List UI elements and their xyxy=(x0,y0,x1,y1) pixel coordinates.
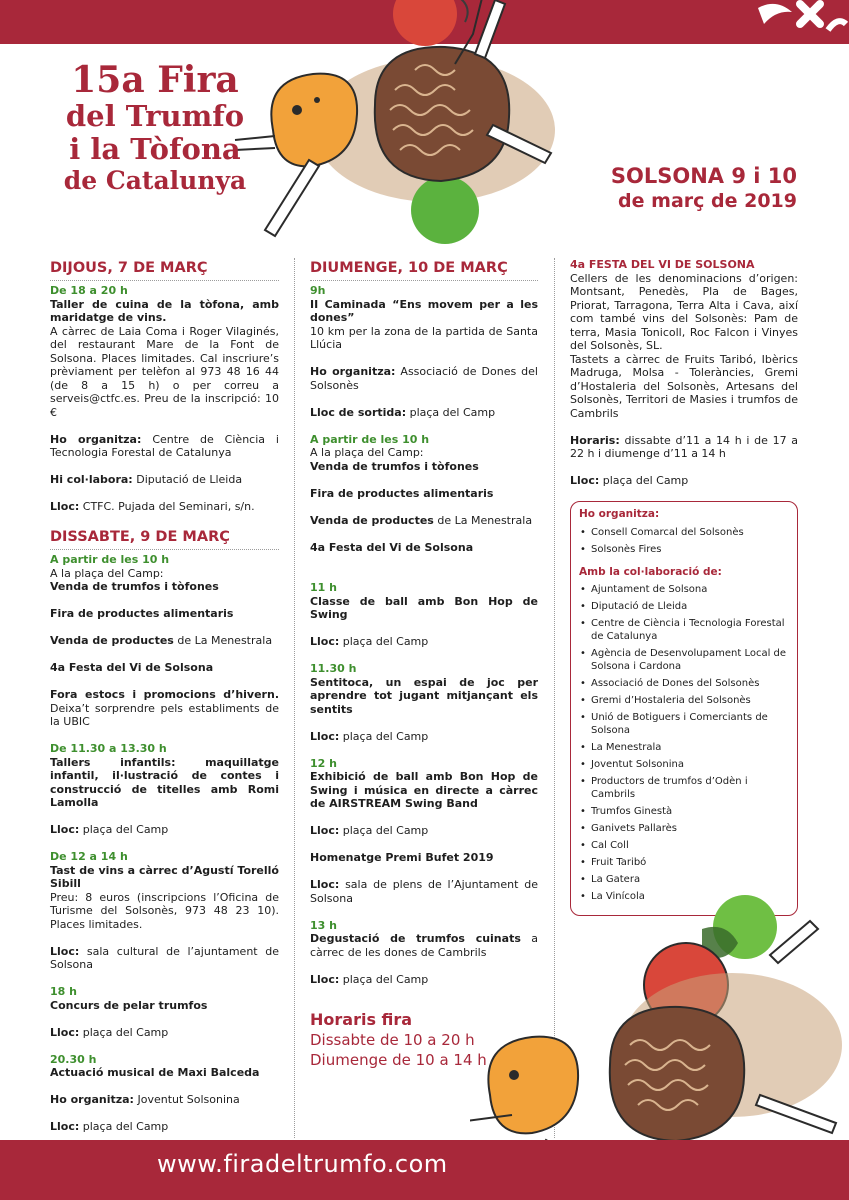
event-title: Fira de productes alimentaris xyxy=(310,486,494,500)
event-location: Lloc: sala cultural de l’ajuntament de Solsona xyxy=(50,944,279,971)
title-line-4: de Catalunya xyxy=(63,166,247,195)
list-item: • Gremi d’Hostaleria del Solsonès xyxy=(579,694,789,707)
potato-truffle-illustration xyxy=(225,0,555,250)
event-location: Lloc: plaça del Camp xyxy=(50,823,169,836)
event-time: 9h xyxy=(310,284,326,297)
event-title: Homenatge Premi Bufet 2019 xyxy=(310,851,494,864)
event-title: 4a Festa del Vi de Solsona xyxy=(310,540,474,554)
list-item: • La Gatera xyxy=(579,873,789,886)
list-item: • Centre de Ciència i Tecnologia Forestal de Catalunya xyxy=(579,617,789,643)
event xyxy=(50,284,279,419)
date-line-2: de març de 2019 xyxy=(618,190,797,212)
event-time: 13 h xyxy=(310,918,337,932)
event: Fora estocs i promocions d’hivern. Deixa’t sorprendre pels establiments de la UBIC xyxy=(50,688,279,728)
list-item: • Productors de trumfos d’Odèn i Cambrils xyxy=(579,775,789,801)
wine-festival-cellars: Cellers de les denominacions d’origen: Montsant, Penedès, Pla de Bages, Priorat, Tarragona, Terra Alta i Cava, així com també vins del Solsonès: Pam de terra, Masia Tonicoll, Roc Falcon i Vinyes del Solsonès, SL. xyxy=(570,271,798,352)
event-location: Lloc: plaça del Camp xyxy=(310,972,429,986)
event-title: Fira de productes alimentaris xyxy=(50,607,234,620)
list-item: • Diputació de Lleida xyxy=(579,600,789,613)
event-organizer: Ho organitza: Joventut Solsonina xyxy=(50,1093,240,1106)
date-location xyxy=(611,164,797,212)
event-time: De 18 a 20 h xyxy=(50,284,128,297)
event-location: Lloc: plaça del Camp xyxy=(50,1120,169,1133)
website-link[interactable]: www.firadeltrumfo.com xyxy=(157,1150,448,1178)
event-location: Lloc: plaça del Camp xyxy=(310,635,429,648)
collaborators-heading: Amb la col·laboració de: xyxy=(579,565,722,578)
event-time: De 12 a 14 h xyxy=(50,850,128,863)
organizers-heading: Ho organitza: xyxy=(579,508,660,520)
event xyxy=(50,553,279,594)
event-title: II Caminada “Ens movem per a les dones” xyxy=(310,297,538,324)
event xyxy=(310,581,538,622)
event-organizer: Ho organitza: Centre de Ciència i Tecnologia Forestal de Catalunya xyxy=(50,432,279,459)
organizers-box xyxy=(570,501,798,916)
event-place: A la plaça del Camp: xyxy=(50,566,164,580)
event-time: 18 h xyxy=(50,985,77,998)
list-item: • Consell Comarcal del Solsonès xyxy=(579,526,789,539)
title-line-2: del Trumfo xyxy=(65,99,245,133)
list-item: • Ajuntament de Solsona xyxy=(579,583,789,596)
event-title: Degustació de trumfos cuinats xyxy=(310,932,521,945)
event-time: 11.30 h xyxy=(310,662,357,675)
event-description: A càrrec de Laia Coma i Roger Vilaginés, del restaurant Mare de la Font de Solsona. Places limitades. Cal inscriure’s prèviament per telèfon al 973 48 16 44 (de 8 a 15 h) o per correu a serveis@ctfc.es. Preu de la inscripció: 10 € xyxy=(50,324,279,419)
event-location: Lloc: plaça del Camp xyxy=(310,729,429,743)
event-time: 20.30 h xyxy=(50,1052,97,1066)
day-heading: DIJOUS, 7 DE MARÇ xyxy=(50,258,279,281)
list-item: • La Vinícola xyxy=(579,890,789,903)
list-item: • Cal Coll xyxy=(579,839,789,852)
fair-hours-title: Horaris fira xyxy=(310,1010,413,1029)
event-location: Lloc: plaça del Camp xyxy=(50,1025,169,1039)
list-item: • Fruit Taribó xyxy=(579,856,789,869)
event-organizer: Ho organitza: Associació de Dones del Solsonès xyxy=(310,365,538,392)
event-location: Lloc: CTFC. Pujada del Seminari, s/n. xyxy=(50,500,255,513)
fair-hours-sunday: Diumenge de 10 a 14 h xyxy=(310,1051,487,1069)
day-heading: DIUMENGE, 10 DE MARÇ xyxy=(310,258,538,281)
event xyxy=(310,284,538,352)
event-time: 12 h xyxy=(310,756,337,770)
title-line-1: 15a Fira xyxy=(71,59,239,101)
event-location: Lloc: sala de plens de l’Ajuntament de Solsona xyxy=(310,878,538,905)
event: Venda de productes de La Menestrala xyxy=(310,513,533,527)
event-title: Actuació musical de Maxi Balceda xyxy=(50,1066,260,1079)
event-collaborator: Hi col·labora: Diputació de Lleida xyxy=(50,473,243,486)
event-title: Exhibició de ball amb Bon Hop de Swing i música en directe a càrrec de AIRSTREAM Swing Band xyxy=(310,770,538,810)
thursday-saturday-column xyxy=(50,258,279,1147)
event xyxy=(50,850,279,931)
list-item: • Trumfos Ginestà xyxy=(579,805,789,818)
logo-mark-icon xyxy=(740,0,849,44)
event-time: A partir de les 10 h xyxy=(310,432,430,446)
event-description: 10 km per la zona de la partida de Santa Llúcia xyxy=(310,324,538,351)
event-title: Classe de ball amb Bon Hop de Swing xyxy=(310,594,538,621)
event-title: Tallers infantils: maquillatge infantil, il·lustració de contes i construcció de titelles amb Romi Lamolla xyxy=(50,755,279,809)
event-title: Taller de cuina de la tòfona, amb maridatge de vins. xyxy=(50,297,279,324)
list-item: • Ganivets Pallarès xyxy=(579,822,789,835)
event-title: Venda de trumfos i tòfones xyxy=(310,459,479,473)
event-title: Sentitoca, un espai de joc per aprendre tot jugant mitjançant els sentits xyxy=(310,675,538,716)
title-line-3: i la Tòfona xyxy=(69,132,241,166)
wine-festival-title: 4a FESTA DEL VI DE SOLSONA xyxy=(570,258,755,271)
event xyxy=(50,985,279,1012)
event xyxy=(310,662,538,716)
event-title: Concurs de pelar trumfos xyxy=(50,998,208,1012)
list-item: • Agència de Desenvolupament Local de Solsona i Cardona xyxy=(579,647,789,673)
event xyxy=(50,742,279,810)
event xyxy=(310,757,538,811)
event-title: Tast de vins a càrrec d’Agustí Torelló Sibill xyxy=(50,863,279,890)
list-item: • Associació de Dones del Solsonès xyxy=(579,677,789,690)
wine-festival-hours: Horaris: dissabte d’11 a 14 h i de 17 a 22 h i diumenge d’11 a 14 h xyxy=(570,433,799,460)
event-time: 11 h xyxy=(310,581,337,594)
event-start-location: Lloc de sortida: plaça del Camp xyxy=(310,405,496,419)
event: 13 h Degustació de trumfos cuinats a càrrec de les dones de Cambrils xyxy=(310,918,538,959)
event-description: Preu: 8 euros (inscripcions l’Oficina de Turisme del Solsonès, 973 48 23 10). Places limitades. xyxy=(50,890,279,931)
event-time: A partir de les 10 h xyxy=(50,553,170,566)
collaborators-list xyxy=(579,583,789,903)
event-title: Venda de trumfos i tòfones xyxy=(50,580,219,593)
column-divider xyxy=(294,258,295,1138)
event-time: De 11.30 a 13.30 h xyxy=(50,742,167,755)
wine-festival-column xyxy=(570,258,798,916)
list-item: • La Menestrala xyxy=(579,741,789,754)
event xyxy=(310,433,538,474)
wine-festival-location: Lloc: plaça del Camp xyxy=(570,474,689,487)
date-line-1: SOLSONA 9 i 10 xyxy=(610,164,797,188)
fair-hours-saturday: Dissabte de 10 a 20 h xyxy=(310,1031,475,1049)
event-location: Lloc: plaça del Camp xyxy=(310,824,429,837)
fair-title xyxy=(50,59,260,195)
day-heading: DISSABTE, 9 DE MARÇ xyxy=(50,527,279,550)
event: Venda de productes de La Menestrala xyxy=(50,634,273,647)
event-title: 4a Festa del Vi de Solsona xyxy=(50,661,214,674)
list-item: • Joventut Solsonina xyxy=(579,758,789,771)
list-item: • Solsonès Fires xyxy=(579,543,789,556)
event xyxy=(50,1053,279,1080)
wine-festival-tastings: Tastets a càrrec de Fruits Taribó, Ibèrics Madruga, Molsa - Toleràncies, Gremi d’Hostaleria del Solsonès, Artesans del Solsonès, Territori de Masies i trumfos de Cambrils xyxy=(570,352,798,420)
event-place: A la plaça del Camp: xyxy=(310,446,424,459)
organizers-list xyxy=(579,526,789,556)
list-item: • Unió de Botiguers i Comerciants de Solsona xyxy=(579,711,789,737)
